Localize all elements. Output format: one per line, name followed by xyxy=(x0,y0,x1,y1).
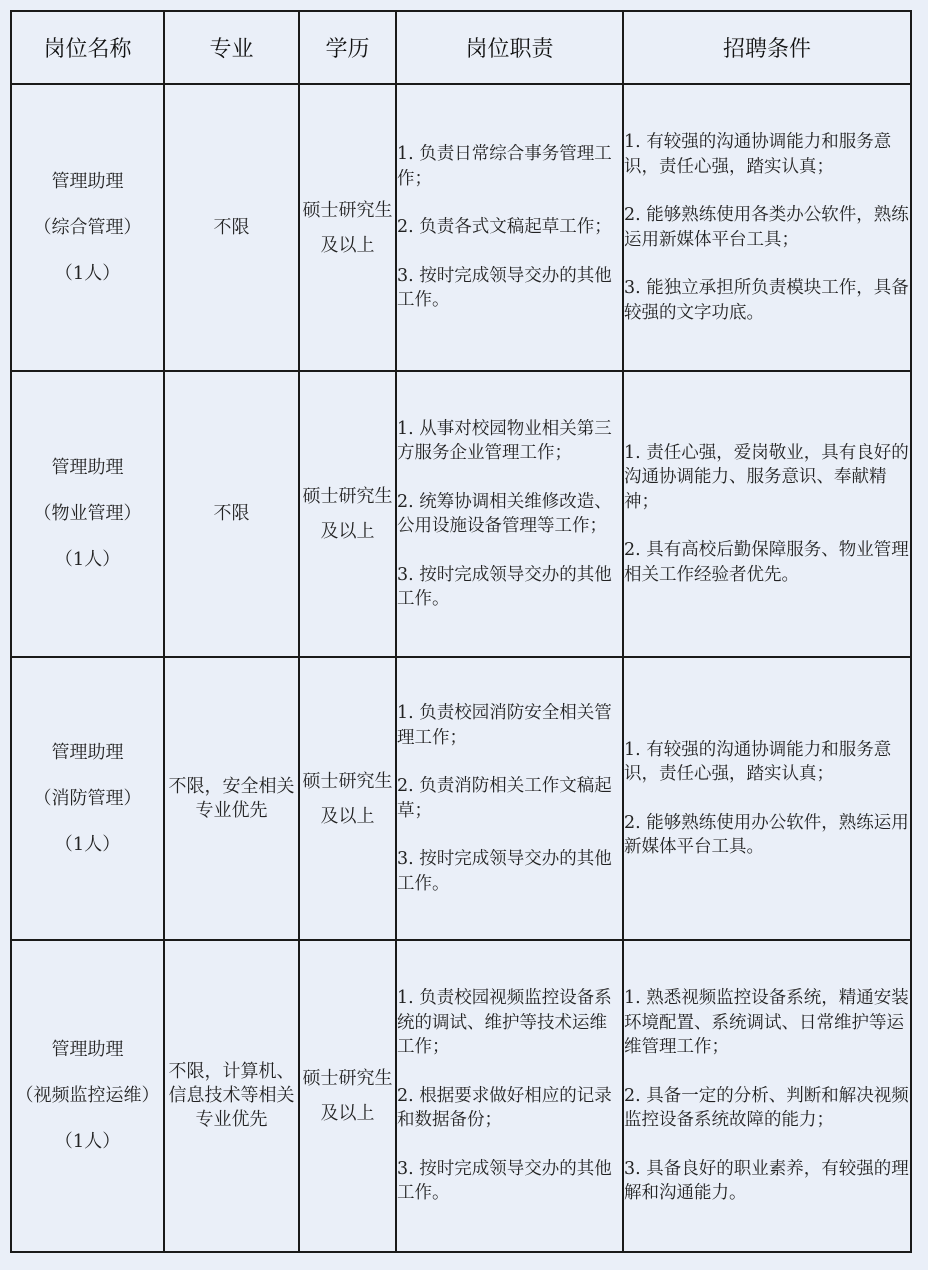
position-count: （1人） xyxy=(54,262,121,284)
table-row xyxy=(11,371,911,657)
position-category: （综合管理） xyxy=(33,216,142,238)
position-name: 管理助理 xyxy=(51,741,124,763)
position-cell xyxy=(11,84,164,371)
requirement-item: 2. 具有高校后勤保障服务、物业管理相关工作经验者优先。 xyxy=(624,540,909,585)
major-cell: 不限 xyxy=(164,371,299,657)
requirement-item: 2. 具备一定的分析、判断和解决视频监控设备系统故障的能力； xyxy=(624,1085,909,1131)
position-category: （物业管理） xyxy=(33,503,142,524)
duty-item: 2. 负责各式文稿起草工作； xyxy=(397,217,612,238)
duties-cell xyxy=(396,657,623,940)
education-cell: 硕士研究生及以上 xyxy=(299,371,396,657)
duty-item: 3. 按时完成领导交办的其他工作。 xyxy=(397,849,612,894)
duty-item: 3. 按时完成领导交办的其他工作。 xyxy=(397,564,612,609)
requirement-item: 3. 能独立承担所负责模块工作，具备较强的文字功底。 xyxy=(624,278,909,323)
requirement-item: 1. 熟悉视频监控设备系统，精通安装环境配置、系统调试、日常维护等运维管理工作； xyxy=(624,988,909,1058)
education-cell: 硕士研究生及以上 xyxy=(299,940,396,1252)
major-cell: 不限，安全相关专业优先 xyxy=(164,657,299,940)
header-major: 专业 xyxy=(164,11,299,84)
requirement-item: 2. 能够熟练使用办公软件，熟练运用新媒体平台工具。 xyxy=(624,812,909,857)
requirement-item: 1. 有较强的沟通协调能力和服务意识，责任心强，踏实认真； xyxy=(624,132,892,177)
requirement-item: 1. 责任心强，爱岗敬业，具有良好的沟通协调能力、服务意识、奉献精神； xyxy=(624,442,909,512)
position-count: （1人） xyxy=(54,1131,121,1152)
header-duties: 岗位职责 xyxy=(396,11,623,84)
duty-item: 2. 负责消防相关工作文稿起草； xyxy=(397,776,612,821)
duty-item: 1. 从事对校园物业相关第三方服务企业管理工作； xyxy=(397,418,612,463)
duty-item: 1. 负责校园消防安全相关管理工作； xyxy=(397,703,612,748)
education-cell: 硕士研究生及以上 xyxy=(299,84,396,371)
requirements-cell xyxy=(623,657,911,940)
table-row xyxy=(11,657,911,940)
duties-cell xyxy=(396,940,623,1252)
position-name: 管理助理 xyxy=(51,170,124,192)
duty-item: 3. 按时完成领导交办的其他工作。 xyxy=(397,1158,612,1204)
major-cell: 不限，计算机、信息技术等相关专业优先 xyxy=(164,940,299,1252)
position-cell xyxy=(11,657,164,940)
position-name: 管理助理 xyxy=(51,1039,124,1060)
duty-item: 3. 按时完成领导交办的其他工作。 xyxy=(397,265,612,311)
requirements-cell xyxy=(623,940,911,1252)
header-requirements: 招聘条件 xyxy=(623,11,911,84)
position-category: （视频监控运维） xyxy=(15,1085,160,1106)
position-cell xyxy=(11,940,164,1252)
position-count: （1人） xyxy=(54,833,121,855)
requirement-item: 1. 有较强的沟通协调能力和服务意识，责任心强，踏实认真； xyxy=(624,739,892,784)
recruitment-table xyxy=(10,10,912,1253)
duty-item: 2. 根据要求做好相应的记录和数据备份； xyxy=(397,1085,612,1131)
duty-item: 1. 负责日常综合事务管理工作； xyxy=(397,144,612,189)
position-category: （消防管理） xyxy=(33,787,142,809)
requirement-item: 2. 能够熟练使用各类办公软件，熟练运用新媒体平台工具； xyxy=(624,205,909,250)
position-cell xyxy=(11,371,164,657)
header-row xyxy=(11,11,911,84)
duty-item: 1. 负责校园视频监控设备系统的调试、维护等技术运维工作； xyxy=(397,988,612,1058)
requirements-cell xyxy=(623,84,911,371)
requirements-cell xyxy=(623,371,911,657)
position-count: （1人） xyxy=(54,549,121,570)
header-position: 岗位名称 xyxy=(11,11,164,84)
table-row xyxy=(11,940,911,1252)
major-cell: 不限 xyxy=(164,84,299,371)
duties-cell xyxy=(396,371,623,657)
header-education: 学历 xyxy=(299,11,396,84)
position-name: 管理助理 xyxy=(51,457,124,478)
duties-cell xyxy=(396,84,623,371)
education-cell: 硕士研究生及以上 xyxy=(299,657,396,940)
duty-item: 2. 统筹协调相关维修改造、公用设施设备管理等工作； xyxy=(397,491,612,536)
requirement-item: 3. 具备良好的职业素养，有较强的理解和沟通能力。 xyxy=(624,1158,909,1204)
table-row xyxy=(11,84,911,371)
